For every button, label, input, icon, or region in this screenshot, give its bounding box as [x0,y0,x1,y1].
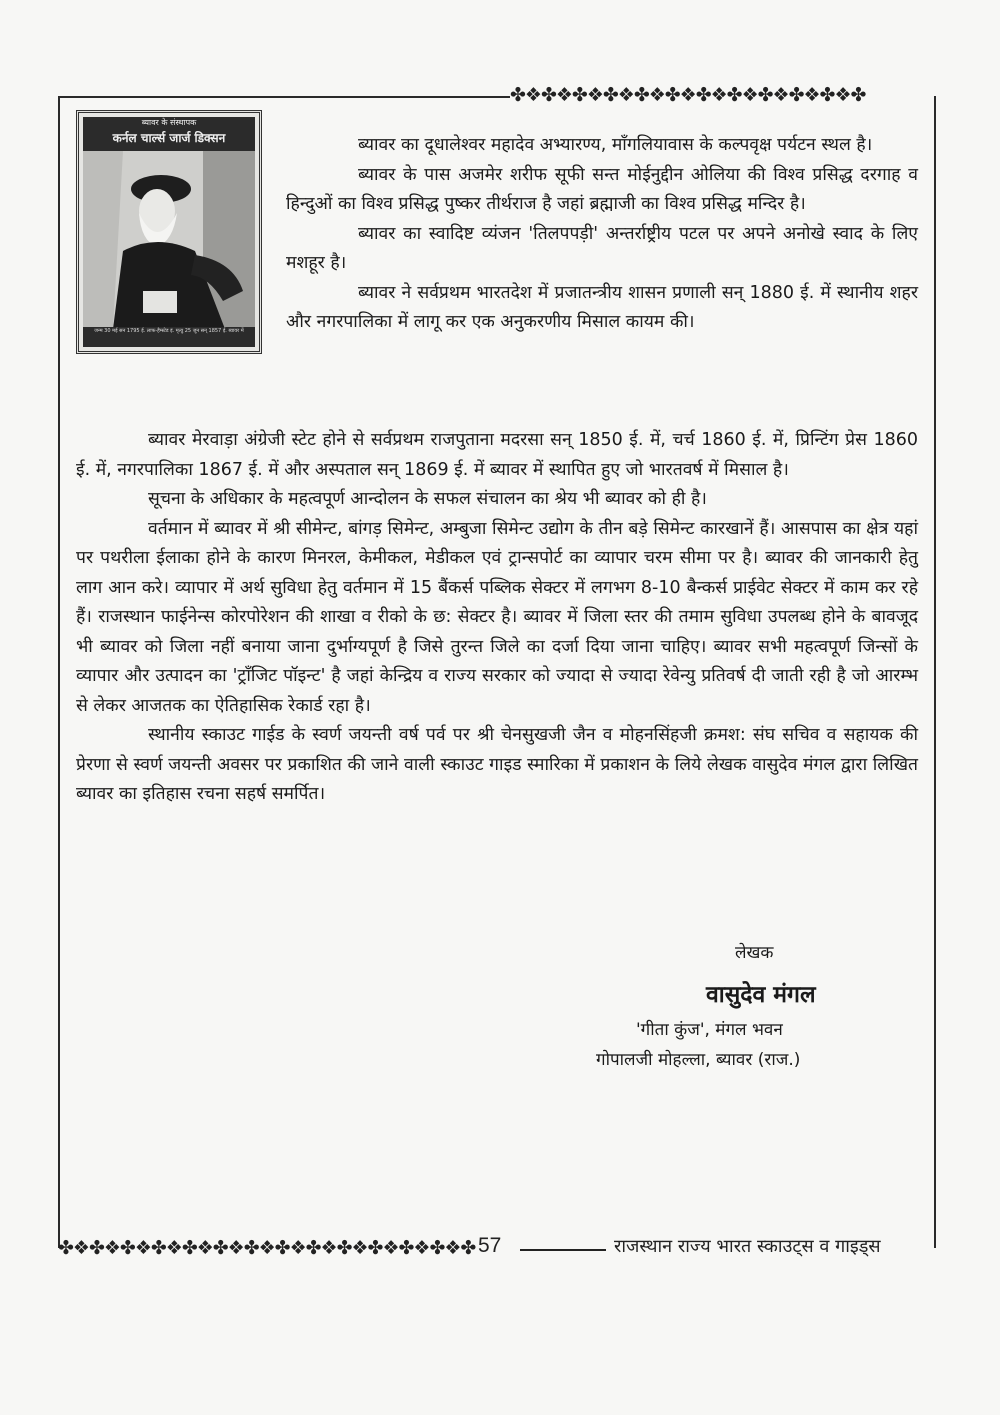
portrait-illustration [83,151,255,329]
page-border-top [58,96,510,98]
author-name: वासुदेव मंगल [706,982,816,1008]
footer-publication: राजस्थान राज्य भारत स्काउट्स व गाइड्स [614,1236,881,1257]
author-address-line2: गोपालजी मोहल्ला, ब्यावर (राज.) [596,1050,801,1070]
paragraph: ब्यावर ने सर्वप्रथम भारतदेश में प्रजातन्त्रीय शासन प्रणाली सन् 1880 ई. में स्थानीय शहर और नगरपालिका में लागू कर एक अनुकरणीय मिसाल कायम की। [286,282,918,332]
author-address-line1: 'गीता कुंज', मंगल भवन [636,1020,783,1040]
portrait-caption-top [83,117,255,151]
paragraph: ब्यावर के पास अजमेर शरीफ सूफी सन्त मोईनुद्दीन ओलिया की विश्व प्रसिद्ध दरगाह व हिन्दुओं का विश्व प्रसिद्ध पुष्कर तीर्थराज है जहां ब्रह्माजी का विश्व प्रसिद्ध मन्दिर है। [286,164,918,214]
paragraph: स्थानीय स्काउट गाईड के स्वर्ण जयन्ती वर्ष पर्व पर श्री चेनसुखजी जैन व मोहनसिंहजी क्रमश: संघ सचिव व सहायक की प्रेरणा से स्वर्ण जयन्ती अवसर पर प्रकाशित की जाने वाली स्काउट गाइड स्मारिका में प्रकाशन के लिये लेखक वासुदेव मंगल द्वारा लिखित ब्यावर का इतिहास रचना सहर्ष समर्पित। [76,725,918,804]
portrait-caption-title: कर्नल चार्ल्स जार्ज डिक्सन [112,131,226,145]
bottom-ornament: ✤❖✤❖✤❖✤❖✤❖✤❖✤❖✤❖✤❖✤❖✤❖✤❖✤❖✤ [58,1237,476,1259]
paragraph: सूचना के अधिकार के महत्वपूर्ण आन्दोलन के सफल संचालन का श्रेय भी ब्यावर को ही है। [148,489,707,509]
author-label: लेखक [735,943,774,963]
page-number: 57 [478,1234,502,1257]
paragraph: ब्यावर मेरवाड़ा अंग्रेजी स्टेट होने से सर्वप्रथम राजपुताना मदरसा सन् 1850 ई. में, चर्च 1860 ई. में, प्रिन्टिंग प्रेस 1860 ई. में, नगरपालिका 1867 ई. में और अस्पताल सन् 1869 ई. में ब्यावर में स्थापित हुए जो भारतवर्ष में मिसाल है। [76,430,918,480]
paragraph: ब्यावर का स्वादिष्ट व्यंजन 'तिलपपड़ी' अन्तर्राष्ट्रीय पटल पर अपने अनोखे स्वाद के लिए मशहूर है। [286,223,918,273]
text-beside-portrait [286,131,918,338]
founder-portrait [76,110,262,354]
paragraph: ब्यावर का दूधालेश्वर महादेव अभ्यारण्य, माँगलियावास के कल्पवृक्ष पर्यटन स्थल है। [358,135,873,155]
paragraph: वर्तमान में ब्यावर में श्री सीमेन्ट, बांगड़ सिमेन्ट, अम्बुजा सिमेन्ट उद्योग के तीन बड़े सिमेन्ट कारखानें हैं। आसपास का क्षेत्र यहां पर पथरीला ईलाका होने के कारण मिनरल, केमीकल, मेडीकल एवं ट्रान्सपोर्ट का व्यापार चरम सीमा पर है। ब्यावर की जानकारी हेतु लाग आन करे। व्यापार में अर्थ सुविधा हेतु वर्तमान में 15 बैंकर्स पब्लिक सेक्टर में लगभग 8-10 बैन्कर्स प्राईवेट सेक्टर में काम कर रहे हैं। राजस्थान फाईनेन्स कोरपोरेशन की शाखा व रीको के छ: सेक्टर है। ब्यावर में जिला स्तर की तमाम सुविधा उपलब्ध होने के बावजूद भी ब्यावर को जिला नहीं बनाया जाना दुर्भाग्यपूर्ण है जिसे तुरन्त जिले का दर्जा दिया जाना चाहिए। ब्यावर सभी महत्वपूर्ण जिन्सों के व्यापार और उत्पादन का 'ट्राँजिट पॉइन्ट' है जहां केन्द्रिय व राज्य सरकार को ज्यादा से ज्यादा रेवेन्यु प्रतिवर्ष दी जाती रही है जो आरम्भ से लेकर आजतक का ऐतिहासिक रेकार्ड रहा है। [76,518,918,716]
page-border-right [934,96,936,1248]
top-ornament: ✤❖✤❖✤❖✤❖✤❖✤❖✤❖✤❖✤❖✤❖✤❖✤ [510,84,866,106]
portrait-caption-subtitle: ब्यावर के संस्थापक [141,118,197,127]
footer-rule [520,1249,606,1251]
text-body [76,426,918,810]
portrait-caption-bottom: जन्म 30 मई सन 1795 ई. लाफ-हैम्‍स्टेड इं. मृत्यु 25 जून सन् 1857 ई. ब्यावर में [83,327,255,347]
page-border-left [58,96,60,1248]
